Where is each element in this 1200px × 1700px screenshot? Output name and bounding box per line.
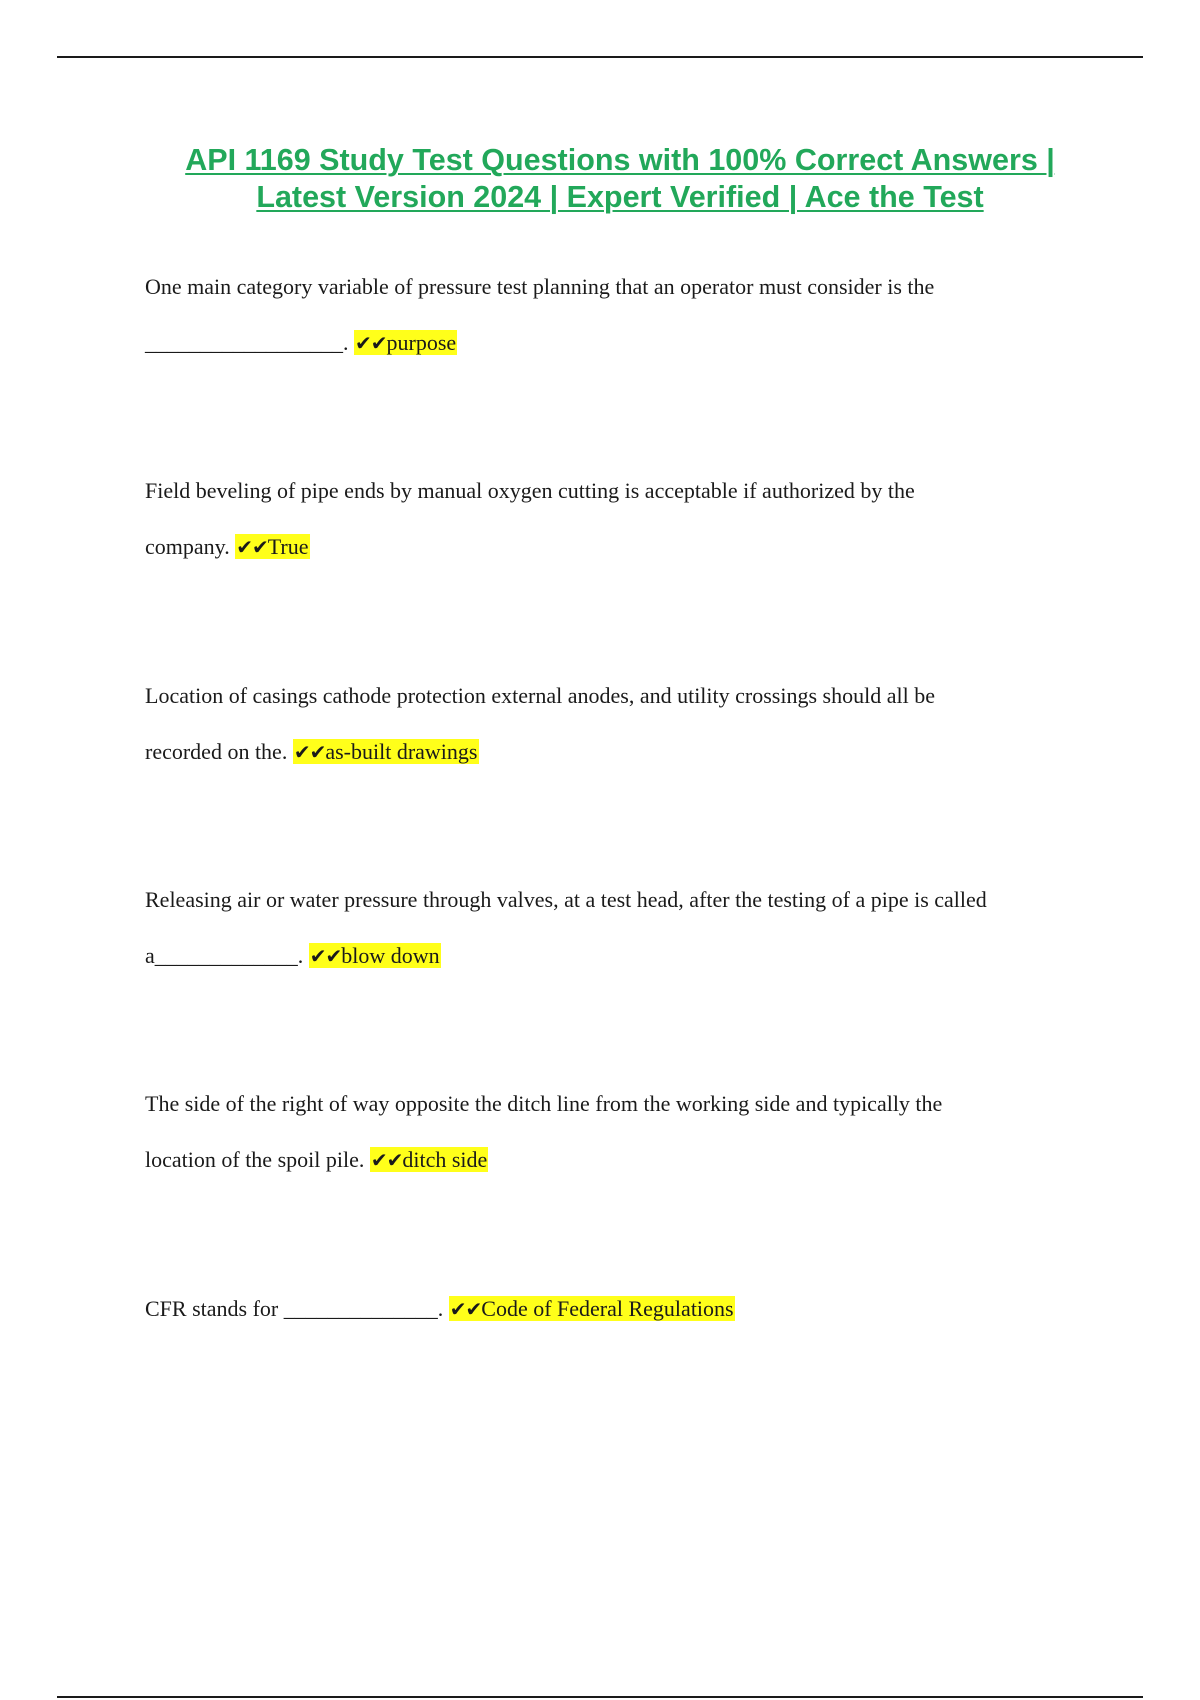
- double-check-icon: ✔✔: [236, 535, 268, 559]
- title-line-2: Latest Version 2024 | Expert Verified | Ace the Test: [256, 180, 984, 214]
- question-text: One main category variable of pressure test planning that an operator must consider is the: [145, 274, 935, 299]
- question-tail: company.: [145, 534, 230, 559]
- question-text-continued: [145, 1132, 1065, 1188]
- double-check-icon: ✔✔: [355, 331, 387, 355]
- question-text: The side of the right of way opposite the ditch line from the working side and typically the: [145, 1091, 943, 1116]
- answer-highlight: [235, 534, 309, 559]
- qa-item-1: [145, 259, 1065, 371]
- question-tail: recorded on the.: [145, 739, 288, 764]
- double-check-icon: ✔✔: [449, 1297, 482, 1321]
- question-text-continued: [145, 519, 1065, 575]
- answer-highlight: [449, 1296, 735, 1321]
- question-text: Field beveling of pipe ends by manual oxygen cutting is acceptable if authorized by the: [145, 478, 915, 503]
- question-blank: CFR stands for ______________.: [145, 1296, 444, 1321]
- question-text-continued: [145, 1281, 1065, 1337]
- answer-text: Code of Federal Regulations: [481, 1296, 734, 1321]
- question-text-continued: [145, 315, 1065, 371]
- document-title: [100, 142, 1140, 216]
- double-check-icon: ✔✔: [309, 944, 342, 968]
- answer-text: as-built drawings: [325, 739, 478, 764]
- answer-text: True: [267, 534, 309, 559]
- answer-text: blow down: [341, 943, 440, 968]
- qa-item-4: [145, 872, 1065, 984]
- question-blank: a_____________.: [145, 943, 304, 968]
- header-rule: [57, 56, 1143, 58]
- answer-highlight: [293, 739, 479, 764]
- qa-item-5: [145, 1076, 1065, 1188]
- answer-text: ditch side: [402, 1147, 488, 1172]
- title-line-1: API 1169 Study Test Questions with 100% Correct Answers |: [185, 143, 1055, 177]
- qa-item-3: [145, 668, 1065, 780]
- footer-rule: [57, 1696, 1143, 1698]
- answer-highlight: [354, 330, 457, 355]
- answer-text: purpose: [386, 330, 457, 355]
- question-text: Location of casings cathode protection external anodes, and utility crossings should all be: [145, 683, 935, 708]
- answer-highlight: [370, 1147, 488, 1172]
- double-check-icon: ✔✔: [293, 740, 326, 764]
- question-tail: location of the spoil pile.: [145, 1147, 365, 1172]
- qa-item-2: [145, 463, 1065, 575]
- question-blank: __________________.: [145, 330, 349, 355]
- question-text-continued: [145, 724, 1065, 780]
- question-text-continued: [145, 928, 1065, 984]
- answer-highlight: [309, 943, 441, 968]
- question-text: Releasing air or water pressure through valves, at a test head, after the testing of a pipe is called: [145, 887, 987, 912]
- qa-item-6: [145, 1281, 1065, 1337]
- double-check-icon: ✔✔: [370, 1148, 403, 1172]
